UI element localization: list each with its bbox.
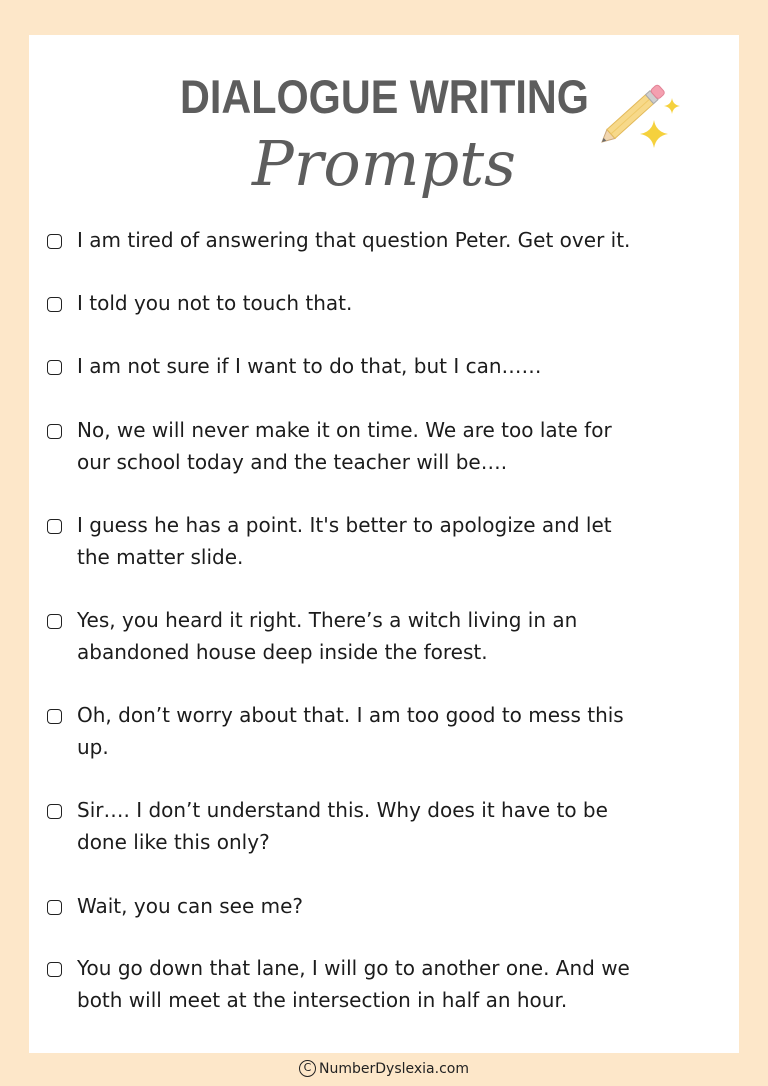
prompt-checkbox[interactable] <box>47 519 62 534</box>
prompt-line: Yes, you heard it right. There’s a witch living in an <box>77 608 578 632</box>
prompt-text <box>77 699 717 763</box>
prompt-text <box>77 604 717 668</box>
prompt-line: our school today and the teacher will be…. <box>77 450 508 474</box>
page-subtitle: Prompts <box>252 127 516 200</box>
prompt-line: abandoned house deep inside the forest. <box>77 640 488 664</box>
prompt-checkbox[interactable] <box>47 424 62 439</box>
prompt-line: You go down that lane, I will go to another one. And we <box>77 956 630 980</box>
page-title: DIALOGUE WRITING <box>179 70 589 123</box>
prompt-line: done like this only? <box>77 830 270 854</box>
prompt-text <box>77 509 717 573</box>
prompt-line: No, we will never make it on time. We are too late for <box>77 418 612 442</box>
copyright-icon: C <box>299 1060 316 1077</box>
prompt-checkbox[interactable] <box>47 962 62 977</box>
prompt-checkbox[interactable] <box>47 234 62 249</box>
prompt-line: I am not sure if I want to do that, but I can…… <box>77 354 542 378</box>
prompt-checkbox[interactable] <box>47 900 62 915</box>
prompt-text <box>77 794 717 858</box>
prompt-checkbox[interactable] <box>47 360 62 375</box>
prompt-line: the matter slide. <box>77 545 244 569</box>
prompt-line: Sir…. I don’t understand this. Why does it have to be <box>77 798 608 822</box>
prompt-checkbox[interactable] <box>47 297 62 312</box>
prompt-line: I guess he has a point. It's better to apologize and let <box>77 513 612 537</box>
footer <box>0 1058 768 1080</box>
prompt-text <box>77 952 717 1016</box>
prompt-checkbox[interactable] <box>47 804 62 819</box>
prompt-text <box>77 890 717 922</box>
prompt-checkbox[interactable] <box>47 709 62 724</box>
prompt-line: I am tired of answering that question Peter. Get over it. <box>77 228 631 252</box>
prompt-text <box>77 287 717 319</box>
prompt-line: both will meet at the intersection in half an hour. <box>77 988 568 1012</box>
prompt-line: Wait, you can see me? <box>77 894 304 918</box>
footer-site: NumberDyslexia.com <box>319 1061 469 1077</box>
prompt-line: I told you not to touch that. <box>77 291 353 315</box>
prompt-text <box>77 414 717 478</box>
prompt-text <box>77 350 717 382</box>
prompt-line: Oh, don’t worry about that. I am too good to mess this <box>77 703 624 727</box>
prompt-checkbox[interactable] <box>47 614 62 629</box>
prompt-text <box>77 224 717 256</box>
prompt-line: up. <box>77 735 109 759</box>
